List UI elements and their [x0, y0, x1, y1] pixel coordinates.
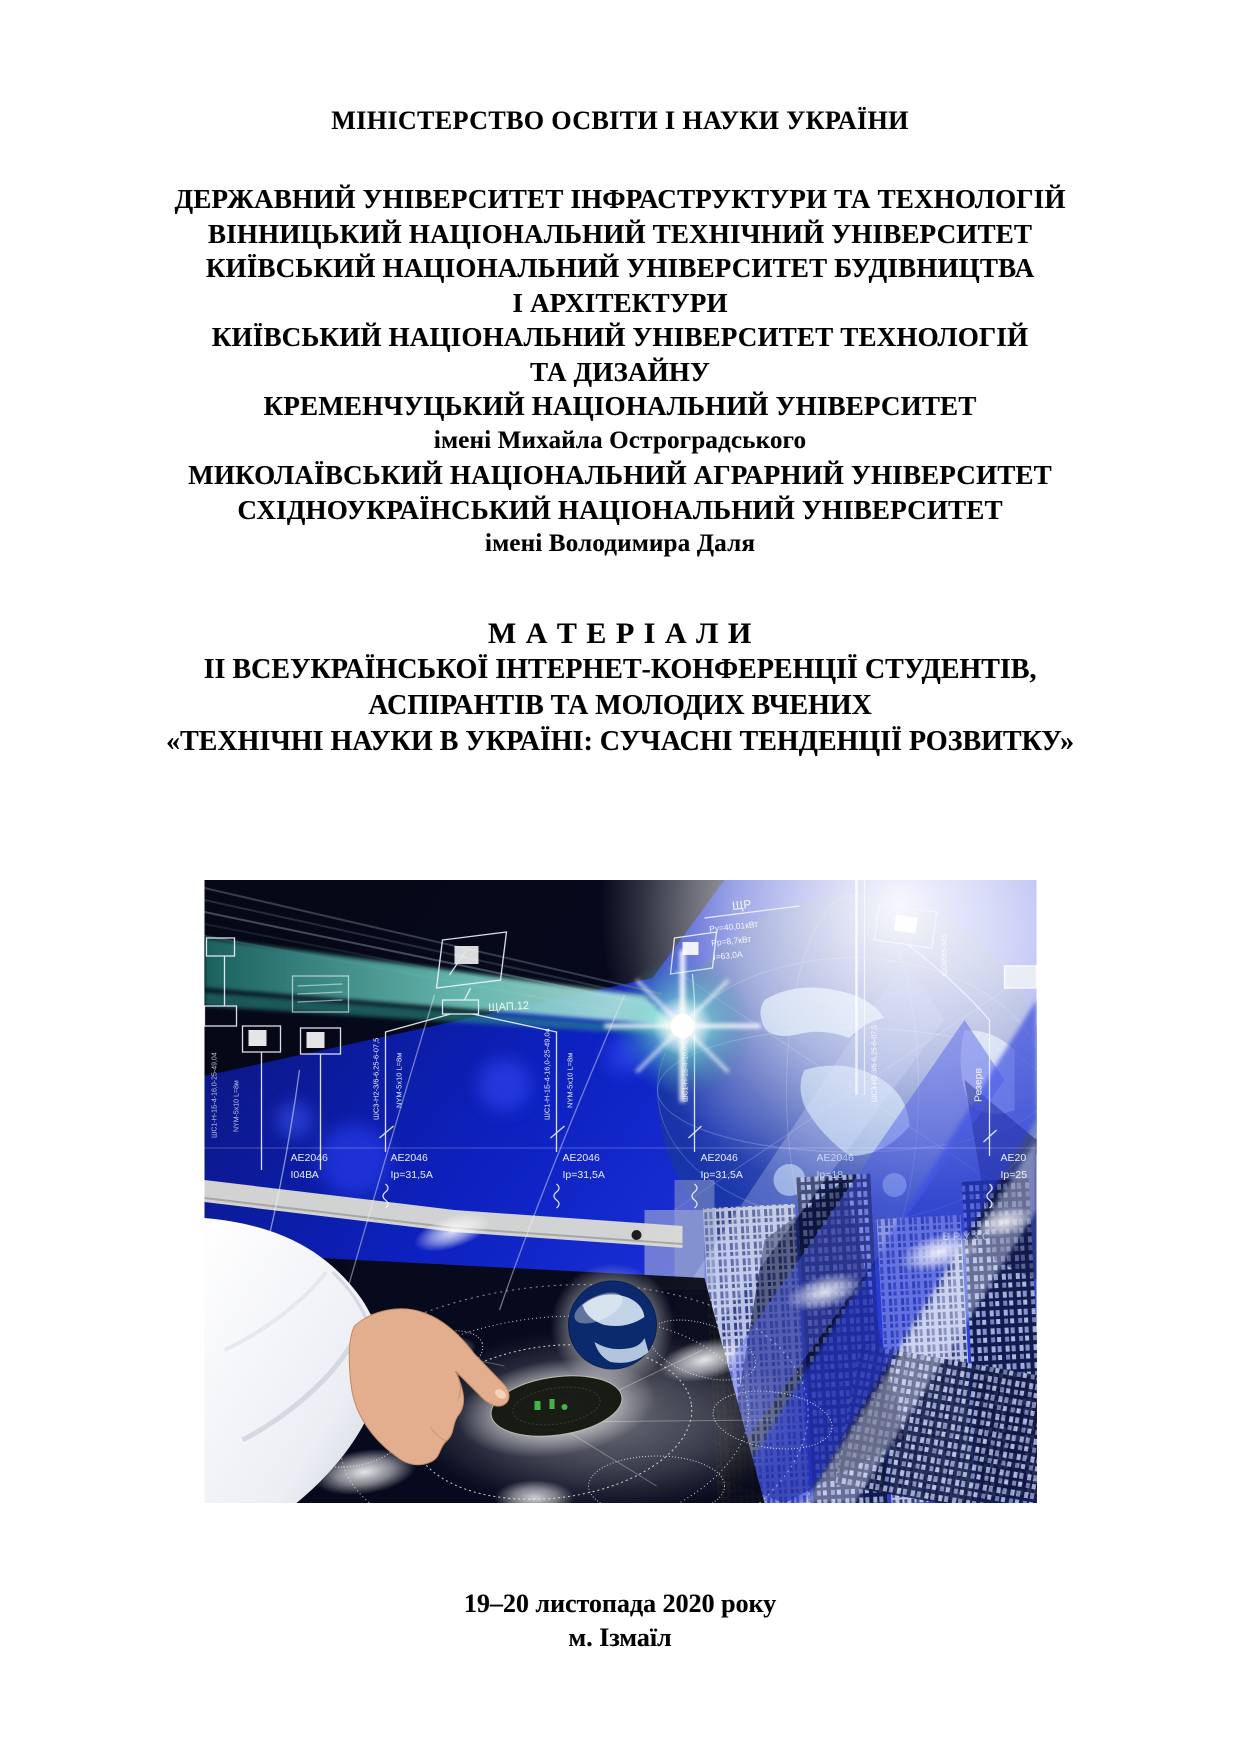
cable-label: NYM-5x10 L=8м [233, 1079, 240, 1132]
university-named-after: імені Михайла Остроградського [433, 426, 807, 454]
breaker-amp: Ip=31,5А [700, 1168, 743, 1181]
breaker-amp: Ip=25 [1000, 1168, 1027, 1181]
cable-label: ШС1-Н-1Б-4-16,0-25-49,04 [542, 1027, 551, 1120]
conference-line: ІІ ВСЕУКРАЇНСЬКОЇ ІНТЕРНЕТ-КОНФЕРЕНЦІЇ СТУДЕНТІВ, [203, 653, 1037, 685]
cable-label: ШС1-Н-1Б-4-16,0-25-49,04 [211, 1051, 218, 1138]
breaker-name: АЕ2046 [390, 1151, 428, 1164]
university-line: КРЕМЕНЧУЦЬКИЙ НАЦІОНАЛЬНИЙ УНІВЕРСИТЕТ [263, 391, 977, 421]
university-named-after: імені Володимира Даля [484, 530, 756, 557]
breaker-amp: Ip=18 [816, 1168, 843, 1181]
panel-label: ЩО8565-945 [941, 933, 948, 976]
spec-label: Рр=8,7кВт [710, 933, 752, 948]
breaker-name: АЕ20 [1000, 1151, 1026, 1164]
conference-line: АСПІРАНТІВ ТА МОЛОДИХ ВЧЕНИХ [368, 689, 872, 721]
universities-list [0, 182, 1240, 562]
cable-label: ШС3-Н2-3/6-6,25-6-07,5 [371, 1037, 380, 1120]
ministry-title [0, 0, 1240, 136]
event-city: м. Ізмаїл [568, 1622, 672, 1652]
cable-label: NYM-5x10 L=8м [565, 1052, 574, 1108]
university-line: СХІДНОУКРАЇНСЬКИЙ НАЦІОНАЛЬНИЙ УНІВЕРСИТЕТ [237, 494, 1003, 525]
panel-label: ЩР [730, 896, 752, 913]
cover-photo-illustration [204, 880, 1037, 1503]
cable-label: ШС3-Н2-3/6-6,25-6-07,5 [871, 1024, 878, 1102]
university-line: ТА ДИЗАЙНУ [529, 356, 711, 387]
university-line: ДЕРЖАВНИЙ УНІВЕРСИТЕТ ІНФРАСТРУКТУРИ ТА ТЕХНОЛОГІЙ [174, 184, 1066, 214]
reserve-label: Резерв [972, 1067, 984, 1102]
breaker-name: АЕ2046 [700, 1151, 738, 1164]
university-line: КИЇВСЬКИЙ НАЦІОНАЛЬНИЙ УНІВЕРСИТЕТ БУДІВНИЦТВА [205, 253, 1035, 283]
breaker-name: АЕ2046 [562, 1151, 600, 1164]
breaker-amp: Ip=31,5А [390, 1168, 433, 1181]
university-line: ВІННИЦЬКИЙ НАЦІОНАЛЬНИЙ ТЕХНІЧНИЙ УНІВЕРСИТЕТ [207, 218, 1033, 249]
event-date: 19–20 листопада 2020 року [463, 1588, 777, 1618]
materials-title: М А Т Е Р І А Л И [487, 616, 753, 650]
university-line: КИЇВСЬКИЙ НАЦІОНАЛЬНИЙ УНІВЕРСИТЕТ ТЕХНОЛОГІЙ [211, 322, 1029, 352]
university-line: І АРХІТЕКТУРИ [512, 287, 728, 318]
spec-label: Ру=40,01кВт [708, 918, 759, 934]
panel-label: ЩАП.12 [487, 999, 529, 1014]
event-footer [0, 1587, 1240, 1655]
cover-photo [204, 880, 1037, 1503]
university-line: МИКОЛАЇВСЬКИЙ НАЦІОНАЛЬНИЙ АГРАРНИЙ УНІВЕРСИТЕТ [188, 460, 1052, 490]
ministry-line: МІНІСТЕРСТВО ОСВІТИ І НАУКИ УКРАЇНИ [331, 106, 909, 135]
breaker-name: АЕ2046 [816, 1151, 854, 1164]
spec-label: І=63,0А [712, 948, 743, 962]
breaker-amp: Ip=31,5А [562, 1168, 605, 1181]
breaker-name: АЕ2046 [290, 1151, 328, 1164]
small-globe-icon [568, 1281, 656, 1369]
breaker-amp: І04ВА [290, 1168, 319, 1181]
materials-block [0, 616, 1240, 760]
conference-title: «ТЕХНІЧНІ НАУКИ В УКРАЇНІ: СУЧАСНІ ТЕНДЕНЦІЇ РОЗВИТКУ» [165, 725, 1075, 757]
cable-label: NYM-5x10 L=8м [394, 1052, 403, 1108]
